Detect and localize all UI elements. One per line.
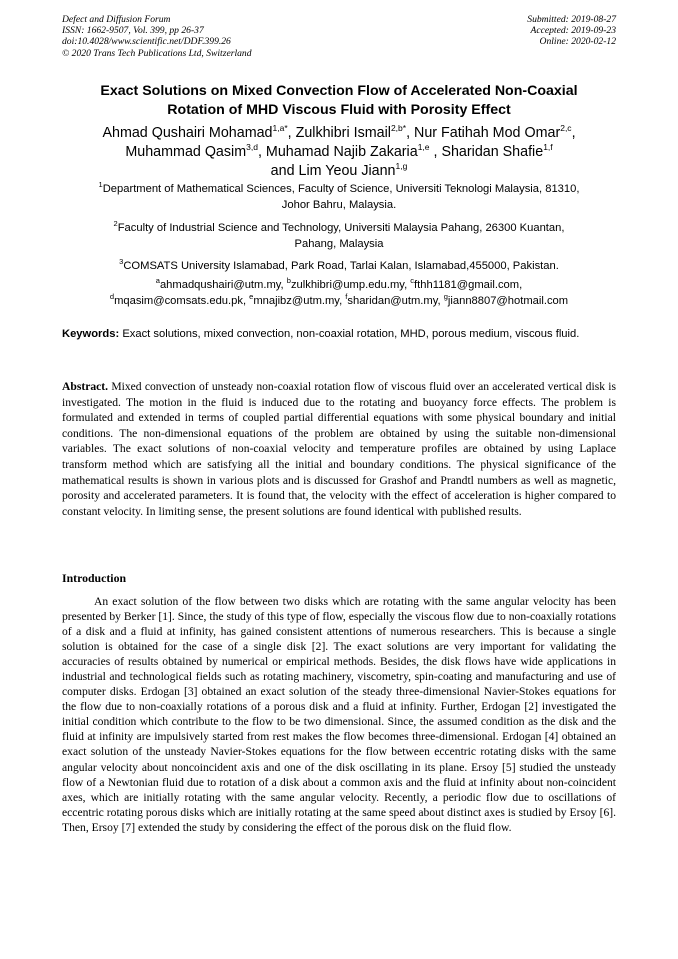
author-marker: 1,e <box>417 141 430 152</box>
title-line-2: Rotation of MHD Viscous Fluid with Porosity Effect <box>167 101 511 118</box>
email-link[interactable]: jiann8807@hotmail.com <box>447 295 569 307</box>
journal-name: Defect and Diffusion Forum <box>62 14 171 25</box>
title-line-1: Exact Solutions on Mixed Convection Flow of Accelerated Non-Coaxial <box>100 83 578 99</box>
email-link[interactable]: zulkhibri@ump.edu.my <box>290 279 405 291</box>
affiliation <box>50 258 628 274</box>
section-heading: Introduction <box>62 571 127 585</box>
affiliation-line: Department of Mathematical Sciences, Faculty of Science, Universiti Teknologi Malaysia, 81310, <box>102 183 580 195</box>
author <box>414 125 572 141</box>
keywords-text: Exact solutions, mixed convection, non-coaxial rotation, MHD, porous medium, viscous fluid. <box>122 328 580 340</box>
journal-issn: ISSN: 1662-9507, Vol. 399, pp 26-37 <box>62 25 204 37</box>
email-marker: a <box>155 276 160 285</box>
author-name: Zulkhibri Ismail <box>295 125 391 141</box>
introduction-paragraph: An exact solution of the flow between two disks which are rotating with the same angular velocity has been presented by Berker [1]. Since, the study of this type of flow, especially the viscous flow due to non-coaxially rotations of a disk and a fluid at infinity, has gained consistent attentions of numerous researchers. This is because a single solution is obtained for the case of a single disk [2]. The exact solutions are very important for validating the accuracies of results obtained by numerical or empirical methods. Besides, the disk flows have wide applications in industrial and technological fields such as rotating machinery, viscometry, spin-coating and manufacturing and use of computer disks. Erdogan [3] obtained an exact solution of the steady three-dimensional Navier-Stokes equations for the flow due to non-coaxially rotations of a porous disk and a fluid at infinity. Further, Erdogan [2] investigated the initial condition which contribute to the flow to be two dimensional. Since, the assumed condition as the disk and the fluid at infinity are impulsively started from rest makes the flow becomes three-dimensional. Erdogan [4] obtained an exact solution of the unsteady Navier-Stokes equations for the flow between eccentric rotating disks with the same angular velocity about noncoincident axis and one of the disk oscillating in its plane. Ersoy [5] studied the unsteady flow of a Newtonian fluid due to rotation of a disk about a common axis and the fluid at infinity about non-coincident axes, which are initially rotating with the same angular velocity. Recently, a periodic flow due to oscillations of eccentric rotating porous disks which are initially rotating at the same speed about distinct axes is studied by Ersoy [6]. Then, Ersoy [7] extended the study by considering the effect of the porous disk on the fluid flow. <box>62 595 616 834</box>
author-name: Muhammad Qasim <box>125 143 247 160</box>
journal-header <box>62 14 252 59</box>
affiliation-marker: 2 <box>113 219 118 228</box>
affiliation <box>50 220 628 252</box>
keywords <box>62 327 616 343</box>
paper-title <box>40 82 638 119</box>
online-date: Online: 2020-02-12 <box>539 36 616 48</box>
email-link[interactable]: mnajibz@utm.my <box>253 295 340 307</box>
author <box>125 141 258 160</box>
email-link[interactable]: sharidan@utm.my <box>347 295 438 307</box>
affiliation-line: Faculty of Industrial Science and Technology, Universiti Malaysia Pahang, 26300 Kuantan, <box>117 222 565 234</box>
email-marker: c <box>410 276 415 285</box>
author-marker: 1,f <box>543 141 553 152</box>
submitted-date: Submitted: 2019-08-27 <box>527 14 616 25</box>
author <box>441 141 553 160</box>
author-marker: 2,b* <box>390 123 407 133</box>
email-list: $^a$ahmadqushairi@utm.my, $^b$zulkhibri@ump.edu.my, $^c$fthh1181@gmail.com, $^d$mqasim@comsats.edu.pk, $^e$mnajibz@utm.my, $^f$sharidan@utm.my, $^g$jiann8807@hotmail.com <box>109 276 569 307</box>
author-name: Nur Fatihah Mod Omar <box>414 125 561 141</box>
author <box>102 125 287 141</box>
author-marker: 1,g <box>395 160 408 171</box>
affiliation-line: Pahang, Malaysia <box>294 238 384 250</box>
email-link[interactable]: ahmadqushairi@utm.my <box>159 279 281 291</box>
keywords-label: Keywords: <box>62 328 120 340</box>
dates-header <box>527 14 616 48</box>
email-link[interactable]: mqasim@comsats.edu.pk <box>114 295 243 307</box>
author-name: Sharidan Shafie <box>441 143 544 160</box>
author-name: Ahmad Qushairi Mohamad <box>102 125 273 141</box>
author-list: Ahmad Qushairi Mohamad$^{1,a*}$, Zulkhibri Ismail$^{2,b*}$, Nur Fatihah Mod Omar$^{2,c}$, Muhammad Qasim$^{3,d}$, Muhamad Najib Zakaria$^{1,e}$ , Sharidan Shafie$^{1,f}$ and Lim Yeou Jiann$^{1,g}$ <box>102 123 576 179</box>
abstract-label: Abstract. <box>62 380 109 393</box>
journal-copyright: © 2020 Trans Tech Publications Ltd, Switzerland <box>62 47 252 59</box>
email-marker: e <box>249 292 254 301</box>
author <box>265 141 430 160</box>
affiliation-marker: 1 <box>98 180 103 189</box>
author-marker: 3,d <box>246 141 258 152</box>
journal-doi: doi:10.4028/www.scientific.net/DDF.399.26 <box>62 36 231 48</box>
email-marker: d <box>109 292 115 301</box>
abstract-text: Mixed convection of unsteady non-coaxial rotation flow of viscous fluid over an accelerated vertical disk is investigated. The motion in the fluid is induced due to the rotating and buoyancy force effects. The problem is formulated and extended in terms of coupled partial differential equations with some physical boundary and initial conditions. The non-dimensional equations of the problem are obtained by using the suitable non-dimensional variables. The exact solutions of non-coaxial velocity and temperature profiles are obtained by using Laplace transform method which are satisfying all the initial and boundary conditions. The physical significance of the mathematical results is shown in various plots and is discussed for Grashof and Prandtl numbers as well as magnetic, porosity and accelerated parameters. It is found that, the velocity with the effect of acceleration is higher compared to constant velocity. In limiting sense, the present solutions are found identical with published results. <box>62 380 616 518</box>
author-name: Muhamad Najib Zakaria <box>265 143 418 160</box>
author-marker: 1,a* <box>272 123 288 133</box>
author-marker: 2,c <box>560 123 572 133</box>
affiliation-marker: 3 <box>119 257 124 266</box>
accepted-date: Accepted: 2019-09-23 <box>530 25 616 37</box>
affiliation-line: Johor Bahru, Malaysia. <box>281 199 397 211</box>
email-marker: b <box>286 276 291 285</box>
email-link[interactable]: fthh1181@gmail.com <box>414 279 520 291</box>
email-marker: g <box>443 292 448 301</box>
abstract <box>62 379 616 519</box>
author <box>270 160 408 179</box>
affiliation <box>50 181 628 213</box>
author <box>296 125 406 141</box>
author-name: Lim Yeou Jiann <box>298 162 396 179</box>
author-connector: and <box>270 162 295 179</box>
email-marker: f <box>345 292 348 301</box>
affiliation-line: COMSATS University Islamabad, Park Road, Tarlai Kalan, Islamabad,455000, Pakistan. <box>123 260 559 272</box>
